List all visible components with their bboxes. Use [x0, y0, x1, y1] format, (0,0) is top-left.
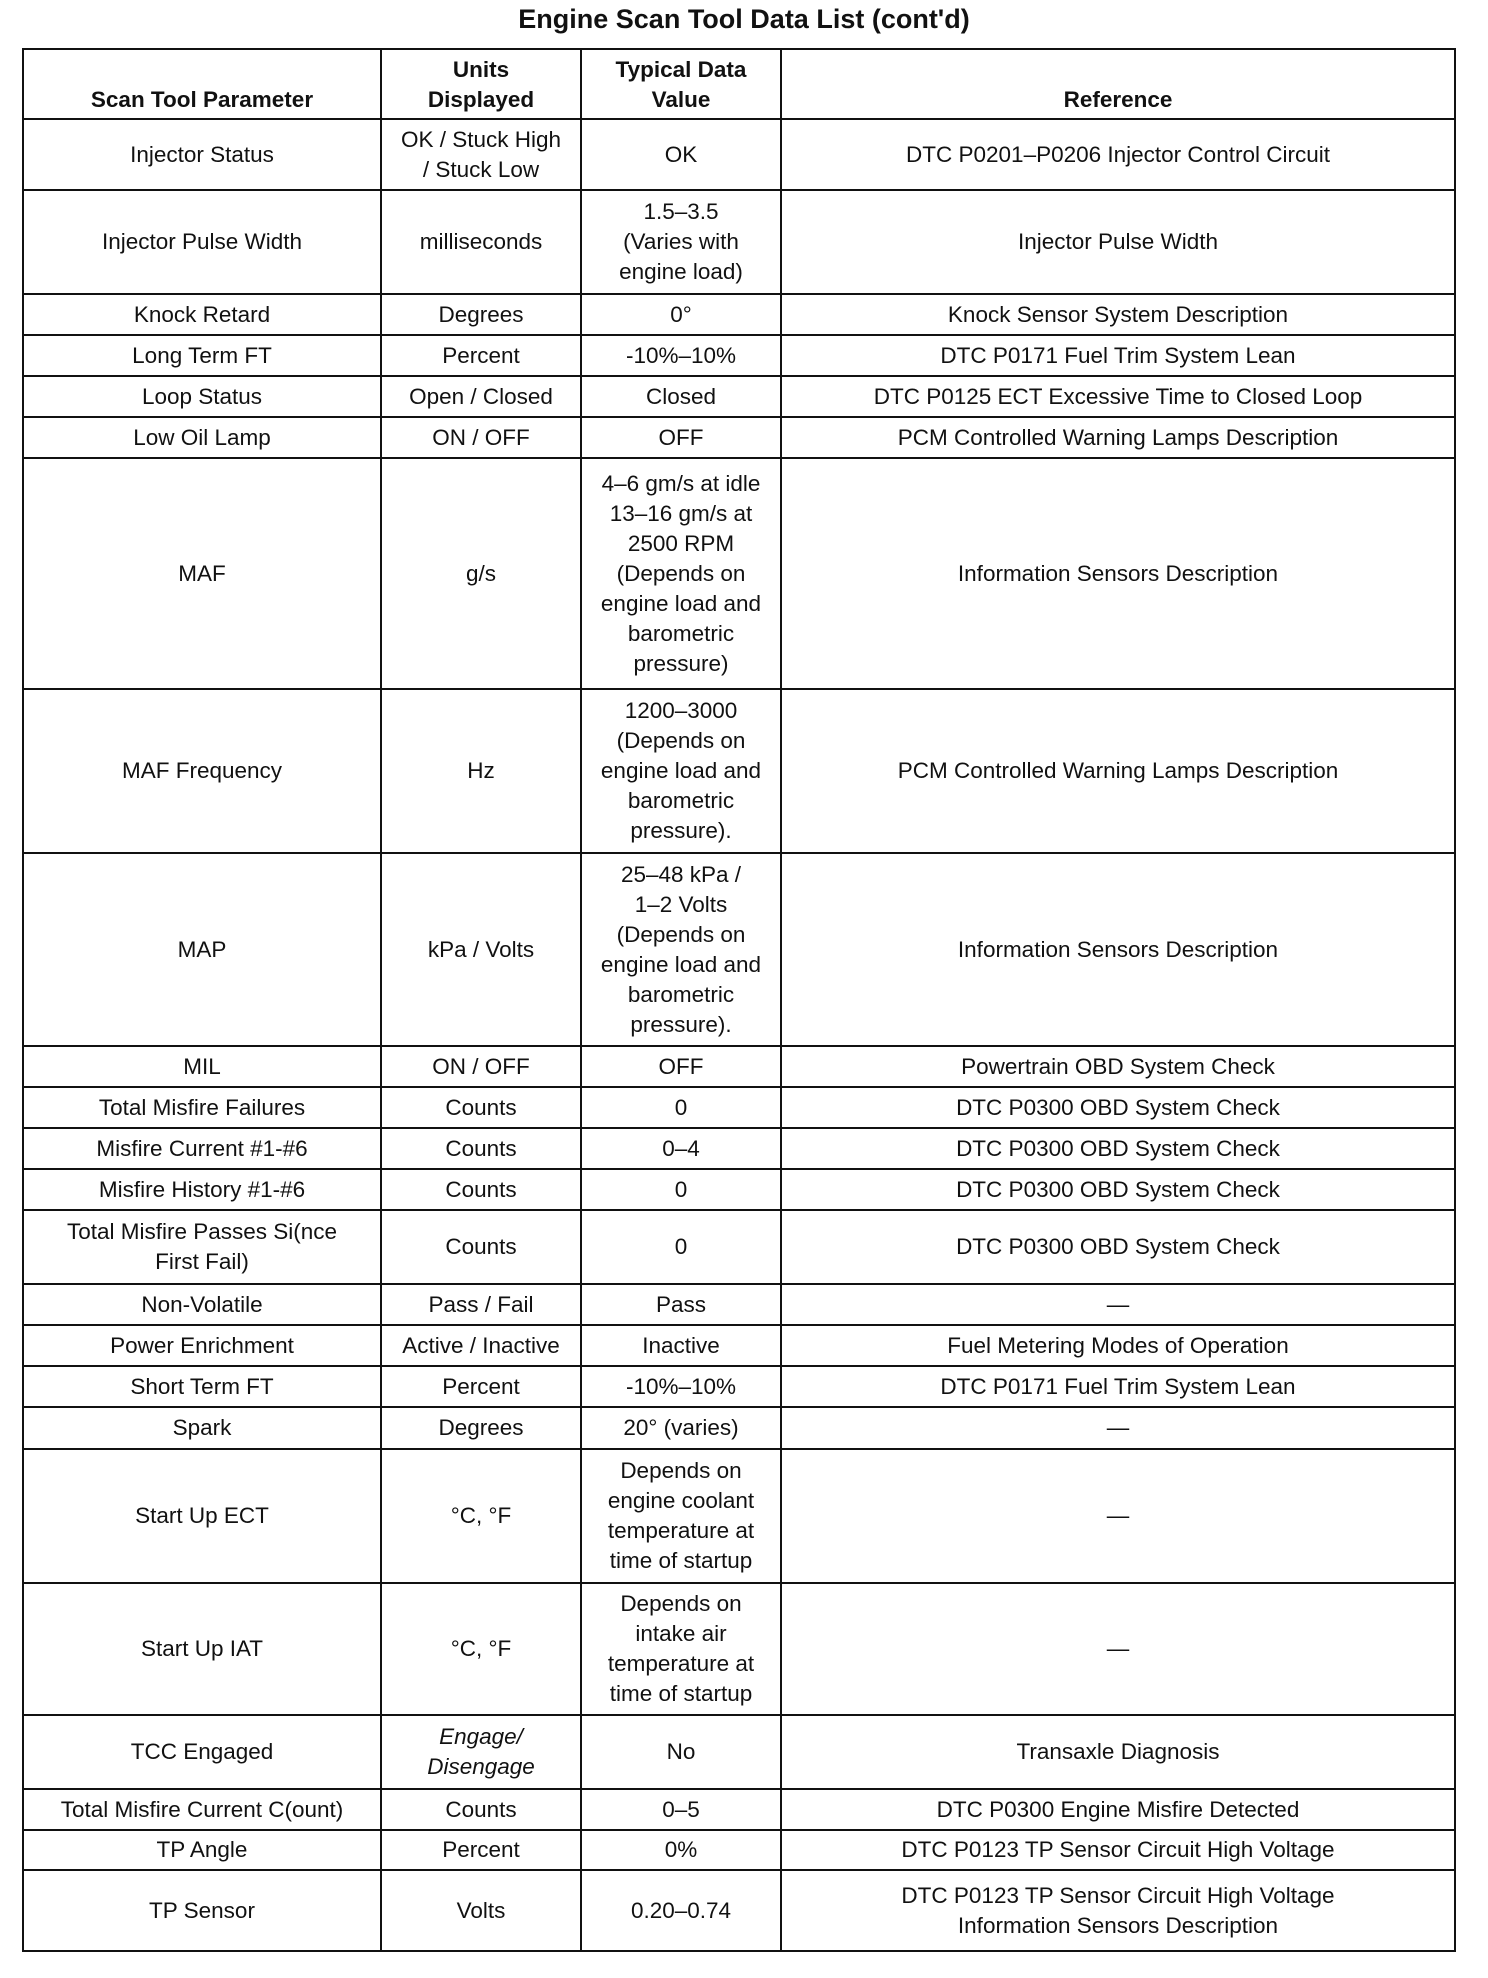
cell-reference: —	[781, 1449, 1455, 1583]
table-row	[23, 1407, 1455, 1449]
scan-tool-data-table	[22, 48, 1456, 1952]
table-row	[23, 853, 1455, 1046]
table-row	[23, 376, 1455, 417]
cell-typical-value: 20° (varies)	[581, 1407, 781, 1449]
table-row	[23, 689, 1455, 853]
cell-typical-value: OK	[581, 119, 781, 190]
cell-units: milliseconds	[381, 190, 581, 294]
cell-parameter: Knock Retard	[23, 294, 381, 335]
header-units: Units Displayed	[381, 49, 581, 119]
cell-typical-value: 4–6 gm/s at idle 13–16 gm/s at 2500 RPM (Depends on engine load and barometric pressure)	[581, 458, 781, 689]
cell-typical-value: Depends on intake air temperature at time of startup	[581, 1583, 781, 1715]
table-row	[23, 335, 1455, 376]
cell-typical-value: OFF	[581, 1046, 781, 1087]
table-row	[23, 1583, 1455, 1715]
cell-units: °C, °F	[381, 1583, 581, 1715]
cell-parameter: Misfire Current #1-#6	[23, 1128, 381, 1169]
cell-parameter: Start Up ECT	[23, 1449, 381, 1583]
cell-units: Engage/ Disengage	[381, 1715, 581, 1789]
cell-reference: DTC P0300 OBD System Check	[781, 1169, 1455, 1210]
cell-reference: PCM Controlled Warning Lamps Description	[781, 689, 1455, 853]
cell-typical-value: 1.5–3.5 (Varies with engine load)	[581, 190, 781, 294]
cell-reference: DTC P0300 Engine Misfire Detected	[781, 1789, 1455, 1830]
cell-units: Counts	[381, 1087, 581, 1128]
cell-units: g/s	[381, 458, 581, 689]
cell-reference: DTC P0123 TP Sensor Circuit High Voltage	[781, 1830, 1455, 1870]
cell-reference: Information Sensors Description	[781, 458, 1455, 689]
table-row	[23, 1210, 1455, 1284]
cell-reference: DTC P0201–P0206 Injector Control Circuit	[781, 119, 1455, 190]
cell-parameter: Short Term FT	[23, 1366, 381, 1407]
cell-reference: —	[781, 1583, 1455, 1715]
cell-parameter: Misfire History #1-#6	[23, 1169, 381, 1210]
cell-reference: Knock Sensor System Description	[781, 294, 1455, 335]
cell-typical-value: 0%	[581, 1830, 781, 1870]
cell-units: ON / OFF	[381, 417, 581, 458]
table-header-row	[23, 49, 1455, 119]
table-row	[23, 1449, 1455, 1583]
cell-typical-value: Inactive	[581, 1325, 781, 1366]
cell-parameter: TCC Engaged	[23, 1715, 381, 1789]
cell-typical-value: 0.20–0.74	[581, 1870, 781, 1951]
cell-reference: Transaxle Diagnosis	[781, 1715, 1455, 1789]
table-row	[23, 1366, 1455, 1407]
cell-typical-value: 0	[581, 1210, 781, 1284]
cell-parameter: Injector Status	[23, 119, 381, 190]
cell-units: Counts	[381, 1169, 581, 1210]
cell-parameter: Loop Status	[23, 376, 381, 417]
cell-parameter: Start Up IAT	[23, 1583, 381, 1715]
cell-reference: DTC P0123 TP Sensor Circuit High Voltage Information Sensors Description	[781, 1870, 1455, 1951]
cell-typical-value: 1200–3000 (Depends on engine load and barometric pressure).	[581, 689, 781, 853]
cell-parameter: Total Misfire Current C(ount)	[23, 1789, 381, 1830]
cell-reference: —	[781, 1407, 1455, 1449]
cell-units: Open / Closed	[381, 376, 581, 417]
table-row	[23, 1830, 1455, 1870]
cell-typical-value: -10%–10%	[581, 1366, 781, 1407]
cell-units: Degrees	[381, 294, 581, 335]
table-row	[23, 417, 1455, 458]
cell-reference: DTC P0300 OBD System Check	[781, 1087, 1455, 1128]
cell-typical-value: 0	[581, 1169, 781, 1210]
cell-units: ON / OFF	[381, 1046, 581, 1087]
cell-typical-value: 0	[581, 1087, 781, 1128]
cell-parameter: MIL	[23, 1046, 381, 1087]
cell-typical-value: 25–48 kPa / 1–2 Volts (Depends on engine load and barometric pressure).	[581, 853, 781, 1046]
cell-typical-value: 0°	[581, 294, 781, 335]
cell-parameter: TP Sensor	[23, 1870, 381, 1951]
table-row	[23, 119, 1455, 190]
table-row	[23, 1789, 1455, 1830]
table-row	[23, 1870, 1455, 1951]
cell-units: kPa / Volts	[381, 853, 581, 1046]
cell-reference: DTC P0125 ECT Excessive Time to Closed Loop	[781, 376, 1455, 417]
cell-parameter: Power Enrichment	[23, 1325, 381, 1366]
cell-reference: DTC P0300 OBD System Check	[781, 1210, 1455, 1284]
cell-units: Counts	[381, 1128, 581, 1169]
page-title: Engine Scan Tool Data List (cont'd)	[518, 4, 970, 34]
table-row	[23, 190, 1455, 294]
cell-parameter: MAF	[23, 458, 381, 689]
cell-reference: Injector Pulse Width	[781, 190, 1455, 294]
cell-typical-value: Pass	[581, 1284, 781, 1325]
cell-typical-value: 0–5	[581, 1789, 781, 1830]
cell-typical-value: OFF	[581, 417, 781, 458]
cell-typical-value: Depends on engine coolant temperature at time of startup	[581, 1449, 781, 1583]
cell-units: Volts	[381, 1870, 581, 1951]
cell-units: Percent	[381, 335, 581, 376]
table-row	[23, 1325, 1455, 1366]
cell-units: Counts	[381, 1210, 581, 1284]
table-row	[23, 1169, 1455, 1210]
cell-reference: PCM Controlled Warning Lamps Description	[781, 417, 1455, 458]
cell-units: OK / Stuck High / Stuck Low	[381, 119, 581, 190]
cell-reference: DTC P0300 OBD System Check	[781, 1128, 1455, 1169]
table-row	[23, 1284, 1455, 1325]
cell-units: Pass / Fail	[381, 1284, 581, 1325]
cell-parameter: Injector Pulse Width	[23, 190, 381, 294]
cell-typical-value: -10%–10%	[581, 335, 781, 376]
header-parameter: Scan Tool Parameter	[23, 49, 381, 119]
cell-units: Percent	[381, 1830, 581, 1870]
cell-typical-value: 0–4	[581, 1128, 781, 1169]
table-row	[23, 294, 1455, 335]
cell-parameter: Total Misfire Passes Si(nce First Fail)	[23, 1210, 381, 1284]
cell-parameter: Long Term FT	[23, 335, 381, 376]
cell-parameter: Spark	[23, 1407, 381, 1449]
cell-parameter: Non-Volatile	[23, 1284, 381, 1325]
cell-reference: Powertrain OBD System Check	[781, 1046, 1455, 1087]
cell-parameter: Low Oil Lamp	[23, 417, 381, 458]
cell-parameter: MAF Frequency	[23, 689, 381, 853]
cell-units: Hz	[381, 689, 581, 853]
cell-units: Percent	[381, 1366, 581, 1407]
cell-parameter: TP Angle	[23, 1830, 381, 1870]
header-reference: Reference	[781, 49, 1455, 119]
cell-typical-value: No	[581, 1715, 781, 1789]
table-row	[23, 1128, 1455, 1169]
cell-units: °C, °F	[381, 1449, 581, 1583]
cell-typical-value: Closed	[581, 376, 781, 417]
cell-reference: DTC P0171 Fuel Trim System Lean	[781, 335, 1455, 376]
cell-units: Counts	[381, 1789, 581, 1830]
cell-units: Active / Inactive	[381, 1325, 581, 1366]
header-typical-value: Typical Data Value	[581, 49, 781, 119]
cell-units: Degrees	[381, 1407, 581, 1449]
table-row	[23, 1087, 1455, 1128]
table-row	[23, 1046, 1455, 1087]
cell-reference: DTC P0171 Fuel Trim System Lean	[781, 1366, 1455, 1407]
cell-parameter: MAP	[23, 853, 381, 1046]
table-row	[23, 458, 1455, 689]
cell-parameter: Total Misfire Failures	[23, 1087, 381, 1128]
cell-reference: Information Sensors Description	[781, 853, 1455, 1046]
cell-reference: Fuel Metering Modes of Operation	[781, 1325, 1455, 1366]
cell-reference: —	[781, 1284, 1455, 1325]
table-row	[23, 1715, 1455, 1789]
